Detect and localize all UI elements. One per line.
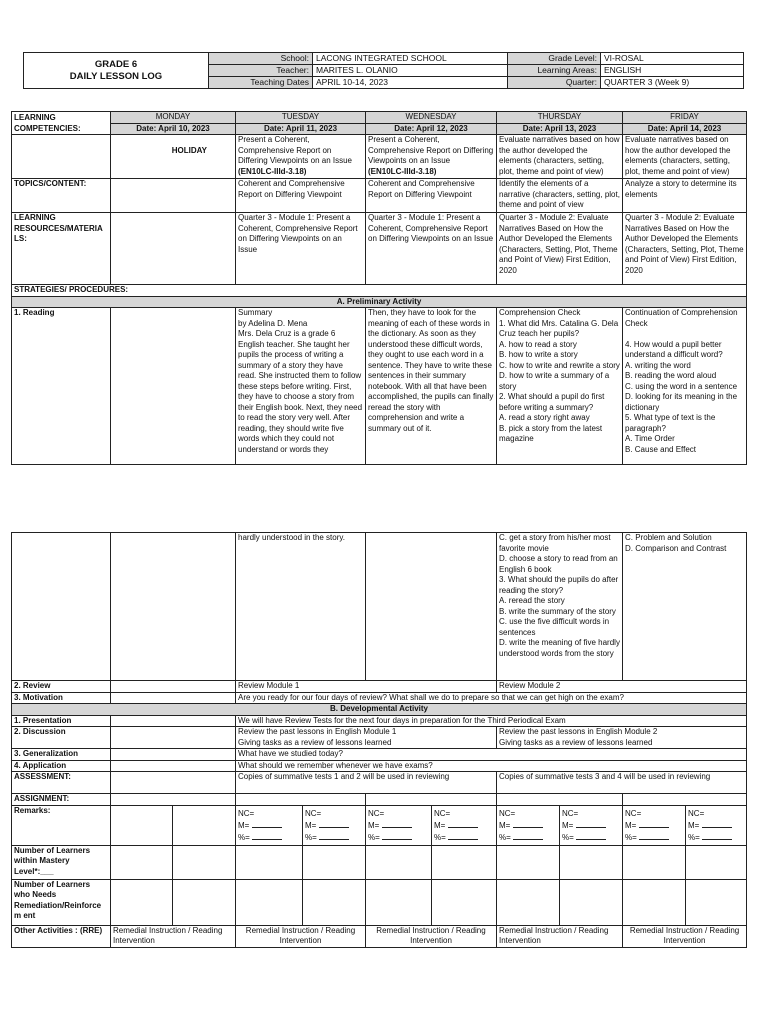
blank-line: [576, 819, 606, 828]
reading-label: 1. Reading: [12, 308, 111, 465]
mastery-cell-7: [497, 845, 560, 879]
discussion-label: 2. Discussion: [12, 727, 111, 749]
review-tuesday: Review Module 1: [236, 681, 497, 693]
pct-label: %=: [305, 832, 317, 842]
teaching-dates-value: APRIL 10-14, 2023: [313, 77, 508, 89]
pct-field: [562, 831, 620, 843]
competency-tuesday-code: (EN10LC-IIId-3.18): [238, 166, 307, 176]
remarks-cell-2: [173, 805, 236, 845]
m-label: M=: [305, 820, 317, 830]
grade-level-label: Grade Level:: [508, 53, 601, 65]
mastery-cell-6: [432, 845, 497, 879]
topic-monday: [111, 179, 236, 213]
presentation-monday: [111, 715, 236, 727]
assignment-monday: [111, 794, 236, 806]
nc-label: NC=: [368, 808, 385, 818]
day-name-tuesday: TUESDAY: [236, 112, 366, 124]
discussion-tuesday: Review the past lessons in English Module 1 Giving tasks as a review of lessons learned: [236, 727, 497, 749]
other-activities-label: Other Activities : (RRE): [12, 925, 111, 947]
m-label: M=: [562, 820, 574, 830]
pct-field: [368, 831, 429, 843]
assignment-wednesday: [366, 794, 497, 806]
generalization-monday: [111, 749, 236, 761]
assessment-thursday: Copies of summative tests 3 and 4 will be used in reviewing: [497, 772, 747, 794]
resources-label: LEARNING RESOURCES/MATERIA LS:: [12, 213, 111, 285]
assignment-tuesday: [236, 794, 366, 806]
remediation-cell-2: [173, 879, 236, 925]
presentation-label: 1. Presentation: [12, 715, 111, 727]
competencies-label: LEARNING COMPETENCIES:: [12, 112, 111, 135]
m-field: [499, 819, 557, 831]
remarks-cell-7: [497, 805, 560, 845]
presentation-text: We will have Review Tests for the next four days in preparation for the Third Periodical Exam: [236, 715, 747, 727]
preliminary-activity-header: A. Preliminary Activity: [12, 296, 747, 308]
learning-area-value: ENGLISH: [601, 65, 744, 77]
nc-label: NC=: [238, 808, 255, 818]
developmental-activity-header: B. Developmental Activity: [12, 704, 747, 716]
review-thursday: Review Module 2: [497, 681, 747, 693]
grade-level-value: VI-ROSAL: [601, 53, 744, 65]
assessment-label: ASSESSMENT:: [12, 772, 111, 794]
header-title-cell: [24, 53, 209, 89]
mastery-cell-8: [560, 845, 623, 879]
resource-monday: [111, 213, 236, 285]
mastery-cell-9: [623, 845, 686, 879]
blank-line: [702, 819, 732, 828]
remarks-cell-6: [432, 805, 497, 845]
other-activities-wednesday: Remedial Instruction / Reading Intervention: [366, 925, 497, 947]
mastery-cell-3: [236, 845, 303, 879]
m-label: M=: [368, 820, 380, 830]
pct-label: %=: [434, 832, 446, 842]
day-name-monday: MONDAY: [111, 112, 236, 124]
lesson-log-table-page-2: [11, 532, 747, 948]
blank-line: [448, 819, 478, 828]
m-field: [625, 819, 683, 831]
mastery-cell-2: [173, 845, 236, 879]
teaching-dates-label: Teaching Dates: [209, 77, 313, 89]
assignment-thursday: [497, 794, 623, 806]
m-label: M=: [688, 820, 700, 830]
blank-line: [576, 831, 606, 840]
motivation-text: Are you ready for our four days of review? What shall we do to prepare so that we can get high on the exam?: [236, 692, 747, 704]
pct-field: [688, 831, 744, 843]
resource-wednesday: Quarter 3 - Module 1: Present a Coherent, Comprehensive Report on Differing Viewpoints on an Issue: [366, 213, 497, 285]
grade-title: GRADE 6: [94, 58, 138, 70]
day-name-thursday: THURSDAY: [497, 112, 623, 124]
competency-thursday: Evaluate narratives based on how the author developed the elements (characters, setting, plot, theme and point of view): [497, 135, 623, 179]
school-label: School:: [209, 53, 313, 65]
teacher-value: MARITES L. OLANIO: [313, 65, 508, 77]
mastery-cell-5: [366, 845, 432, 879]
pct-field: [305, 831, 363, 843]
reading-cont-thursday: C. get a story from his/her most favorite movie D. choose a story to read from an English 6 book 3. What should the pupils do after reading the story? A. reread the story B. write the summary of the story C. use the five difficult words in sentences D. write the meaning of five hardly understood words from the story: [497, 533, 623, 681]
reading-monday: [111, 308, 236, 465]
mastery-cell-4: [303, 845, 366, 879]
m-label: M=: [434, 820, 446, 830]
remarks-cell-10: [686, 805, 747, 845]
day-date-monday: Date: April 10, 2023: [111, 123, 236, 135]
nc-label: NC=: [688, 808, 705, 818]
resource-tuesday: Quarter 3 - Module 1: Present a Coherent, Comprehensive Report on Differing Viewpoints on an Issue: [236, 213, 366, 285]
blank-line: [319, 831, 349, 840]
pct-label: %=: [688, 832, 700, 842]
assessment-monday: [111, 772, 236, 794]
m-label: M=: [238, 820, 250, 830]
other-activities-thursday: Remedial Instruction / Reading Intervention: [497, 925, 623, 947]
generalization-text: What have we studied today?: [236, 749, 747, 761]
blank-line: [513, 819, 543, 828]
m-label: M=: [625, 820, 637, 830]
m-field: [688, 819, 744, 831]
remarks-cell-1: [111, 805, 173, 845]
blank-line: [252, 819, 282, 828]
topic-wednesday: Coherent and Comprehensive Report on Differing Viewpoint: [366, 179, 497, 213]
blank-line: [319, 819, 349, 828]
competencies-label-spacer: [12, 135, 111, 179]
competency-friday: Evaluate narratives based on how the author developed the elements (characters, setting, plot, theme and point of view): [623, 135, 747, 179]
school-value: LACONG INTEGRATED SCHOOL: [313, 53, 508, 65]
remarks-cell-4: [303, 805, 366, 845]
review-label: 2. Review: [12, 681, 111, 693]
teacher-label: Teacher:: [209, 65, 313, 77]
remediation-cell-10: [686, 879, 747, 925]
reading-cont-wednesday: [366, 533, 497, 681]
assignment-label: ASSIGNMENT:: [12, 794, 111, 806]
quarter-value: QUARTER 3 (Week 9): [601, 77, 744, 89]
blank-line: [639, 819, 669, 828]
motivation-monday: [111, 692, 236, 704]
pct-label: %=: [499, 832, 511, 842]
blank-line: [448, 831, 478, 840]
remediation-cell-6: [432, 879, 497, 925]
pct-label: %=: [562, 832, 574, 842]
nc-label: NC=: [562, 808, 579, 818]
assessment-tuesday: Copies of summative tests 1 and 2 will be used in reviewing: [236, 772, 497, 794]
pct-field: [499, 831, 557, 843]
topics-label: TOPICS/CONTENT:: [12, 179, 111, 213]
remediation-cell-7: [497, 879, 560, 925]
competency-monday: HOLIDAY: [111, 135, 236, 179]
day-date-friday: Date: April 14, 2023: [623, 123, 747, 135]
blank-line: [382, 831, 412, 840]
resource-thursday: Quarter 3 - Module 2: Evaluate Narratives Based on How the Author Developed the Elements (Characters, Setting, Plot, Theme and Point of View) First Edition, 2020: [497, 213, 623, 285]
remediation-cell-3: [236, 879, 303, 925]
reading-cont-tuesday: hardly understood in the story.: [236, 533, 366, 681]
other-activities-monday: Remedial Instruction / Reading Intervention: [111, 925, 236, 947]
reading-cont-label: [12, 533, 111, 681]
remarks-cell-8: [560, 805, 623, 845]
resource-friday: Quarter 3 - Module 2: Evaluate Narratives Based on How the Author Developed the Elements (Characters, Setting, Plot, Theme and Point of View) First Edition, 2020: [623, 213, 747, 285]
topic-thursday: Identify the elements of a narrative (characters, setting, plot, theme and point of view: [497, 179, 623, 213]
remediation-cell-1: [111, 879, 173, 925]
remarks-cell-3: [236, 805, 303, 845]
other-activities-friday: Remedial Instruction / Reading Intervention: [623, 925, 747, 947]
remediation-cell-5: [366, 879, 432, 925]
m-field: [238, 819, 300, 831]
day-date-wednesday: Date: April 12, 2023: [366, 123, 497, 135]
remediation-cell-4: [303, 879, 366, 925]
generalization-label: 3. Generalization: [12, 749, 111, 761]
pct-field: [434, 831, 494, 843]
mastery-cell-10: [686, 845, 747, 879]
remarks-cell-5: [366, 805, 432, 845]
remarks-cell-9: [623, 805, 686, 845]
m-field: [368, 819, 429, 831]
remediation-cell-8: [560, 879, 623, 925]
log-title: DAILY LESSON LOG: [69, 70, 163, 82]
remarks-label: Remarks:: [12, 805, 111, 845]
remediation-label: Number of Learners who Needs Remediation/Reinforcem ent: [12, 879, 111, 925]
blank-line: [513, 831, 543, 840]
quarter-label: Quarter:: [508, 77, 601, 89]
nc-label: NC=: [434, 808, 451, 818]
competency-tuesday: [236, 135, 366, 179]
learning-area-label: Learning Areas:: [508, 65, 601, 77]
competency-wednesday-text: Present a Coherent, Comprehensive Report on Differing Viewpoints on an Issue: [368, 135, 494, 165]
pct-field: [625, 831, 683, 843]
mastery-label: Number of Learners within Mastery Level*:___: [12, 845, 111, 879]
competency-tuesday-text: Present a Coherent, Comprehensive Report on Differing Viewpoints on an Issue: [238, 135, 352, 165]
reading-tuesday: Summary by Adelina D. Mena Mrs. Dela Cruz is a grade 6 English teacher. She taught her pupils the process of writing a summary of a story they have read. She instructed them to follow these steps before writing. First, they have to choose a story from their English book. Next, they need to read the story very well. After reading, they should write five words which they could not understand or words they: [236, 308, 366, 465]
reading-wednesday: Then, they have to look for the meaning of each of these words in the dictionary. As soon as they understood these difficult words, they ought to use each word in a sentence. They have to write these sentences in their summary notebook. With all that have been accomplished, the pupils can finally reread the story with comprehension and write a summary out of it.: [366, 308, 497, 465]
remediation-cell-9: [623, 879, 686, 925]
pct-label: %=: [625, 832, 637, 842]
day-date-thursday: Date: April 13, 2023: [497, 123, 623, 135]
reading-cont-monday: [111, 533, 236, 681]
application-text: What should we remember whenever we have exams?: [236, 760, 747, 772]
nc-label: NC=: [625, 808, 642, 818]
mastery-cell-1: [111, 845, 173, 879]
m-field: [305, 819, 363, 831]
day-name-wednesday: WEDNESDAY: [366, 112, 497, 124]
day-name-friday: FRIDAY: [623, 112, 747, 124]
motivation-label: 3. Motivation: [12, 692, 111, 704]
application-monday: [111, 760, 236, 772]
topic-friday: Analyze a story to determine its elements: [623, 179, 747, 213]
nc-label: NC=: [499, 808, 516, 818]
day-date-tuesday: Date: April 11, 2023: [236, 123, 366, 135]
competency-wednesday-code: (EN10LC-IIId-3.18): [368, 166, 437, 176]
lesson-log-table-page-1: [11, 111, 747, 465]
m-label: M=: [499, 820, 511, 830]
blank-line: [252, 831, 282, 840]
pct-field: [238, 831, 300, 843]
nc-label: NC=: [305, 808, 322, 818]
pct-label: %=: [368, 832, 380, 842]
m-field: [434, 819, 494, 831]
assignment-friday: [623, 794, 747, 806]
blank-line: [639, 831, 669, 840]
review-monday: [111, 681, 236, 693]
header-table: [23, 52, 744, 89]
m-field: [562, 819, 620, 831]
other-activities-tuesday: Remedial Instruction / Reading Intervention: [236, 925, 366, 947]
reading-friday: Continuation of Comprehension Check 4. How would a pupil better understand a difficult word? A. writing the word B. reading the word aloud C. using the word in a sentence D. looking for its meaning in the dictionary 5. What type of text is the paragraph? A. Time Order B. Cause and Effect: [623, 308, 747, 465]
competency-wednesday: [366, 135, 497, 179]
blank-line: [702, 831, 732, 840]
discussion-monday: [111, 727, 236, 749]
application-label: 4. Application: [12, 760, 111, 772]
topic-tuesday: Coherent and Comprehensive Report on Differing Viewpoint: [236, 179, 366, 213]
reading-cont-friday: C. Problem and Solution D. Comparison and Contrast: [623, 533, 747, 681]
pct-label: %=: [238, 832, 250, 842]
strategies-label: STRATEGIES/ PROCEDURES:: [12, 285, 747, 297]
reading-thursday: Comprehension Check 1. What did Mrs. Catalina G. Dela Cruz teach her pupils? A. how to read a story B. how to write a story C. how to write and rewrite a story D. how to write a summary of a story 2. What should a pupil do first before writing a summary? A. read a story right away B. pick a story from the latest magazine: [497, 308, 623, 465]
blank-line: [382, 819, 412, 828]
discussion-thursday: Review the past lessons in English Module 2 Giving tasks as a review of lessons learned: [497, 727, 747, 749]
